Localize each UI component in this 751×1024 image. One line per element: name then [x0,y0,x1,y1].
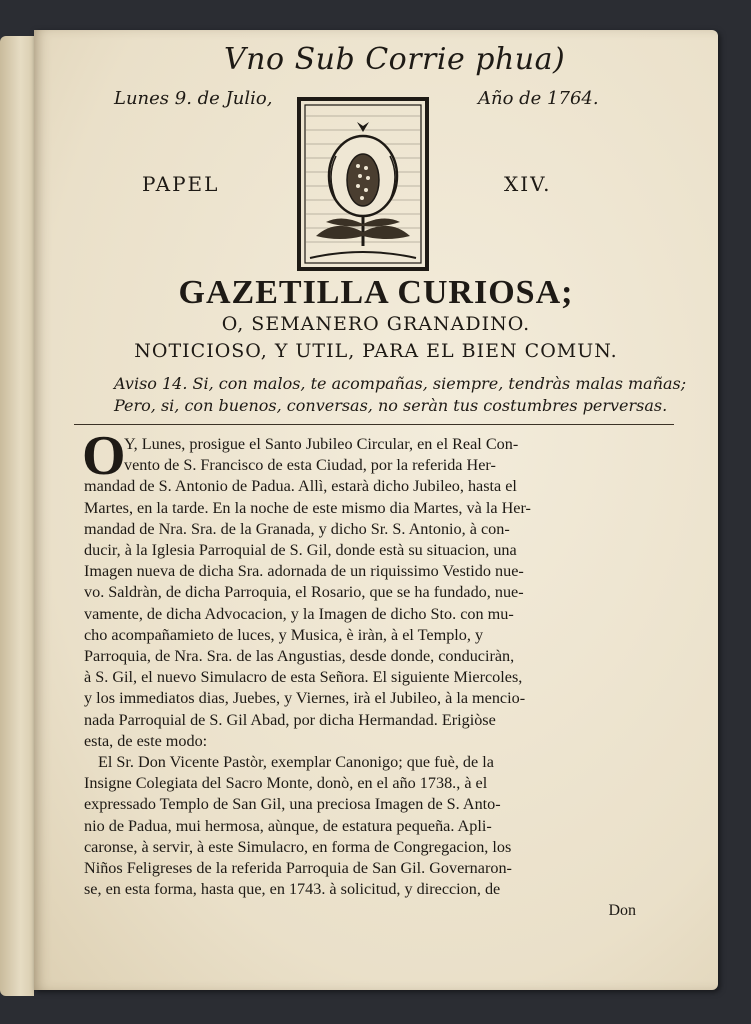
body-line: à S. Gil, el nuevo Simulacro de esta Señora. El siguiente Miercoles, [84,668,523,687]
issue-year: Año de 1764. [478,88,599,109]
body-line: expressado Templo de San Gil, una preciosa Imagen de S. Anto- [84,795,501,814]
body-line: vento de S. Francisco de esta Ciudad, por la referida Her- [124,456,496,475]
body-line: Parroquia, de Nra. Sra. de las Angustias, desde donde, conduciràn, [84,647,515,666]
article-body [84,434,664,900]
manuscript-note: Vno Sub Corrie phua) [224,42,566,77]
divider-rule [74,424,674,425]
body-line: vamente, de dicha Advocacion, y la Imagen de dicho Sto. con mu- [84,604,514,623]
body-line: nada Parroquial de S. Gil Abad, por dicha Hermandad. Erigiòse [84,710,496,729]
document-page [34,30,718,990]
left-page-edge [0,36,34,996]
issue-number: XIV. [504,172,552,196]
issue-date: Lunes 9. de Julio, [114,88,273,109]
masthead-subtitle: O, SEMANERO GRANADINO. [221,313,531,335]
masthead-tagline: NOTICIOSO, Y UTIL, PARA EL BIEN COMUN. [134,340,618,362]
masthead-title: GAZETILLA CURIOSA; [178,274,574,311]
body-line: mandad de Nra. Sra. de la Granada, y dicho Sr. S. Antonio, à con- [84,519,510,538]
body-line: El Sr. Don Vicente Pastòr, exemplar Canonigo; que fuè, de la [98,753,494,772]
aviso-line-2: Pero, si, con buenos, conversas, no seràn tus costumbres perversas. [114,396,668,415]
body-line: Martes, en la tarde. En la noche de este mismo dia Martes, và la Her- [84,498,531,517]
body-line: Imagen nueva de dicha Sra. adornada de un riquissimo Vestido nue- [84,562,524,581]
body-line: ducir, à la Iglesia Parroquial de S. Gil, donde està su situacion, una [84,541,517,560]
body-line: se, en esta forma, hasta que, en 1743. à solicitud, y direccion, de [84,880,501,899]
papel-label: PAPEL [142,172,220,196]
drop-cap: O [82,425,126,487]
body-line: Niños Feligreses de la referida Parroquia de San Gil. Governaron- [84,859,512,878]
pomegranate-woodcut-icon [296,96,430,272]
body-line: y los immediatos dias, Juebes, y Viernes, irà el Jubileo, à la mencio- [84,689,526,708]
body-line: Insigne Colegiata del Sacro Monte, donò, en el año 1738., à el [84,774,488,793]
body-line: esta, de este modo: [84,731,208,750]
catchword: Don [608,902,636,919]
body-line: mandad de S. Antonio de Padua. Allì, estarà dicho Jubileo, hasta el [84,477,517,496]
body-line: Y, Lunes, prosigue el Santo Jubileo Circular, en el Real Con- [124,435,519,453]
body-line: nio de Padua, mui hermosa, aùnque, de estatura pequeña. Apli- [84,816,492,835]
body-line: cho acompañamieto de luces, y Musica, è iràn, à el Templo, y [84,625,484,644]
aviso-motto [114,373,686,417]
aviso-line-1: Aviso 14. Si, con malos, te acompañas, siempre, tendràs malas mañas; [114,374,687,393]
body-line: vo. Saldràn, de dicha Parroquia, el Rosario, que se ha fundado, nue- [84,583,524,602]
body-line: caronse, à servir, à este Simulacro, en forma de Congregacion, los [84,837,512,856]
